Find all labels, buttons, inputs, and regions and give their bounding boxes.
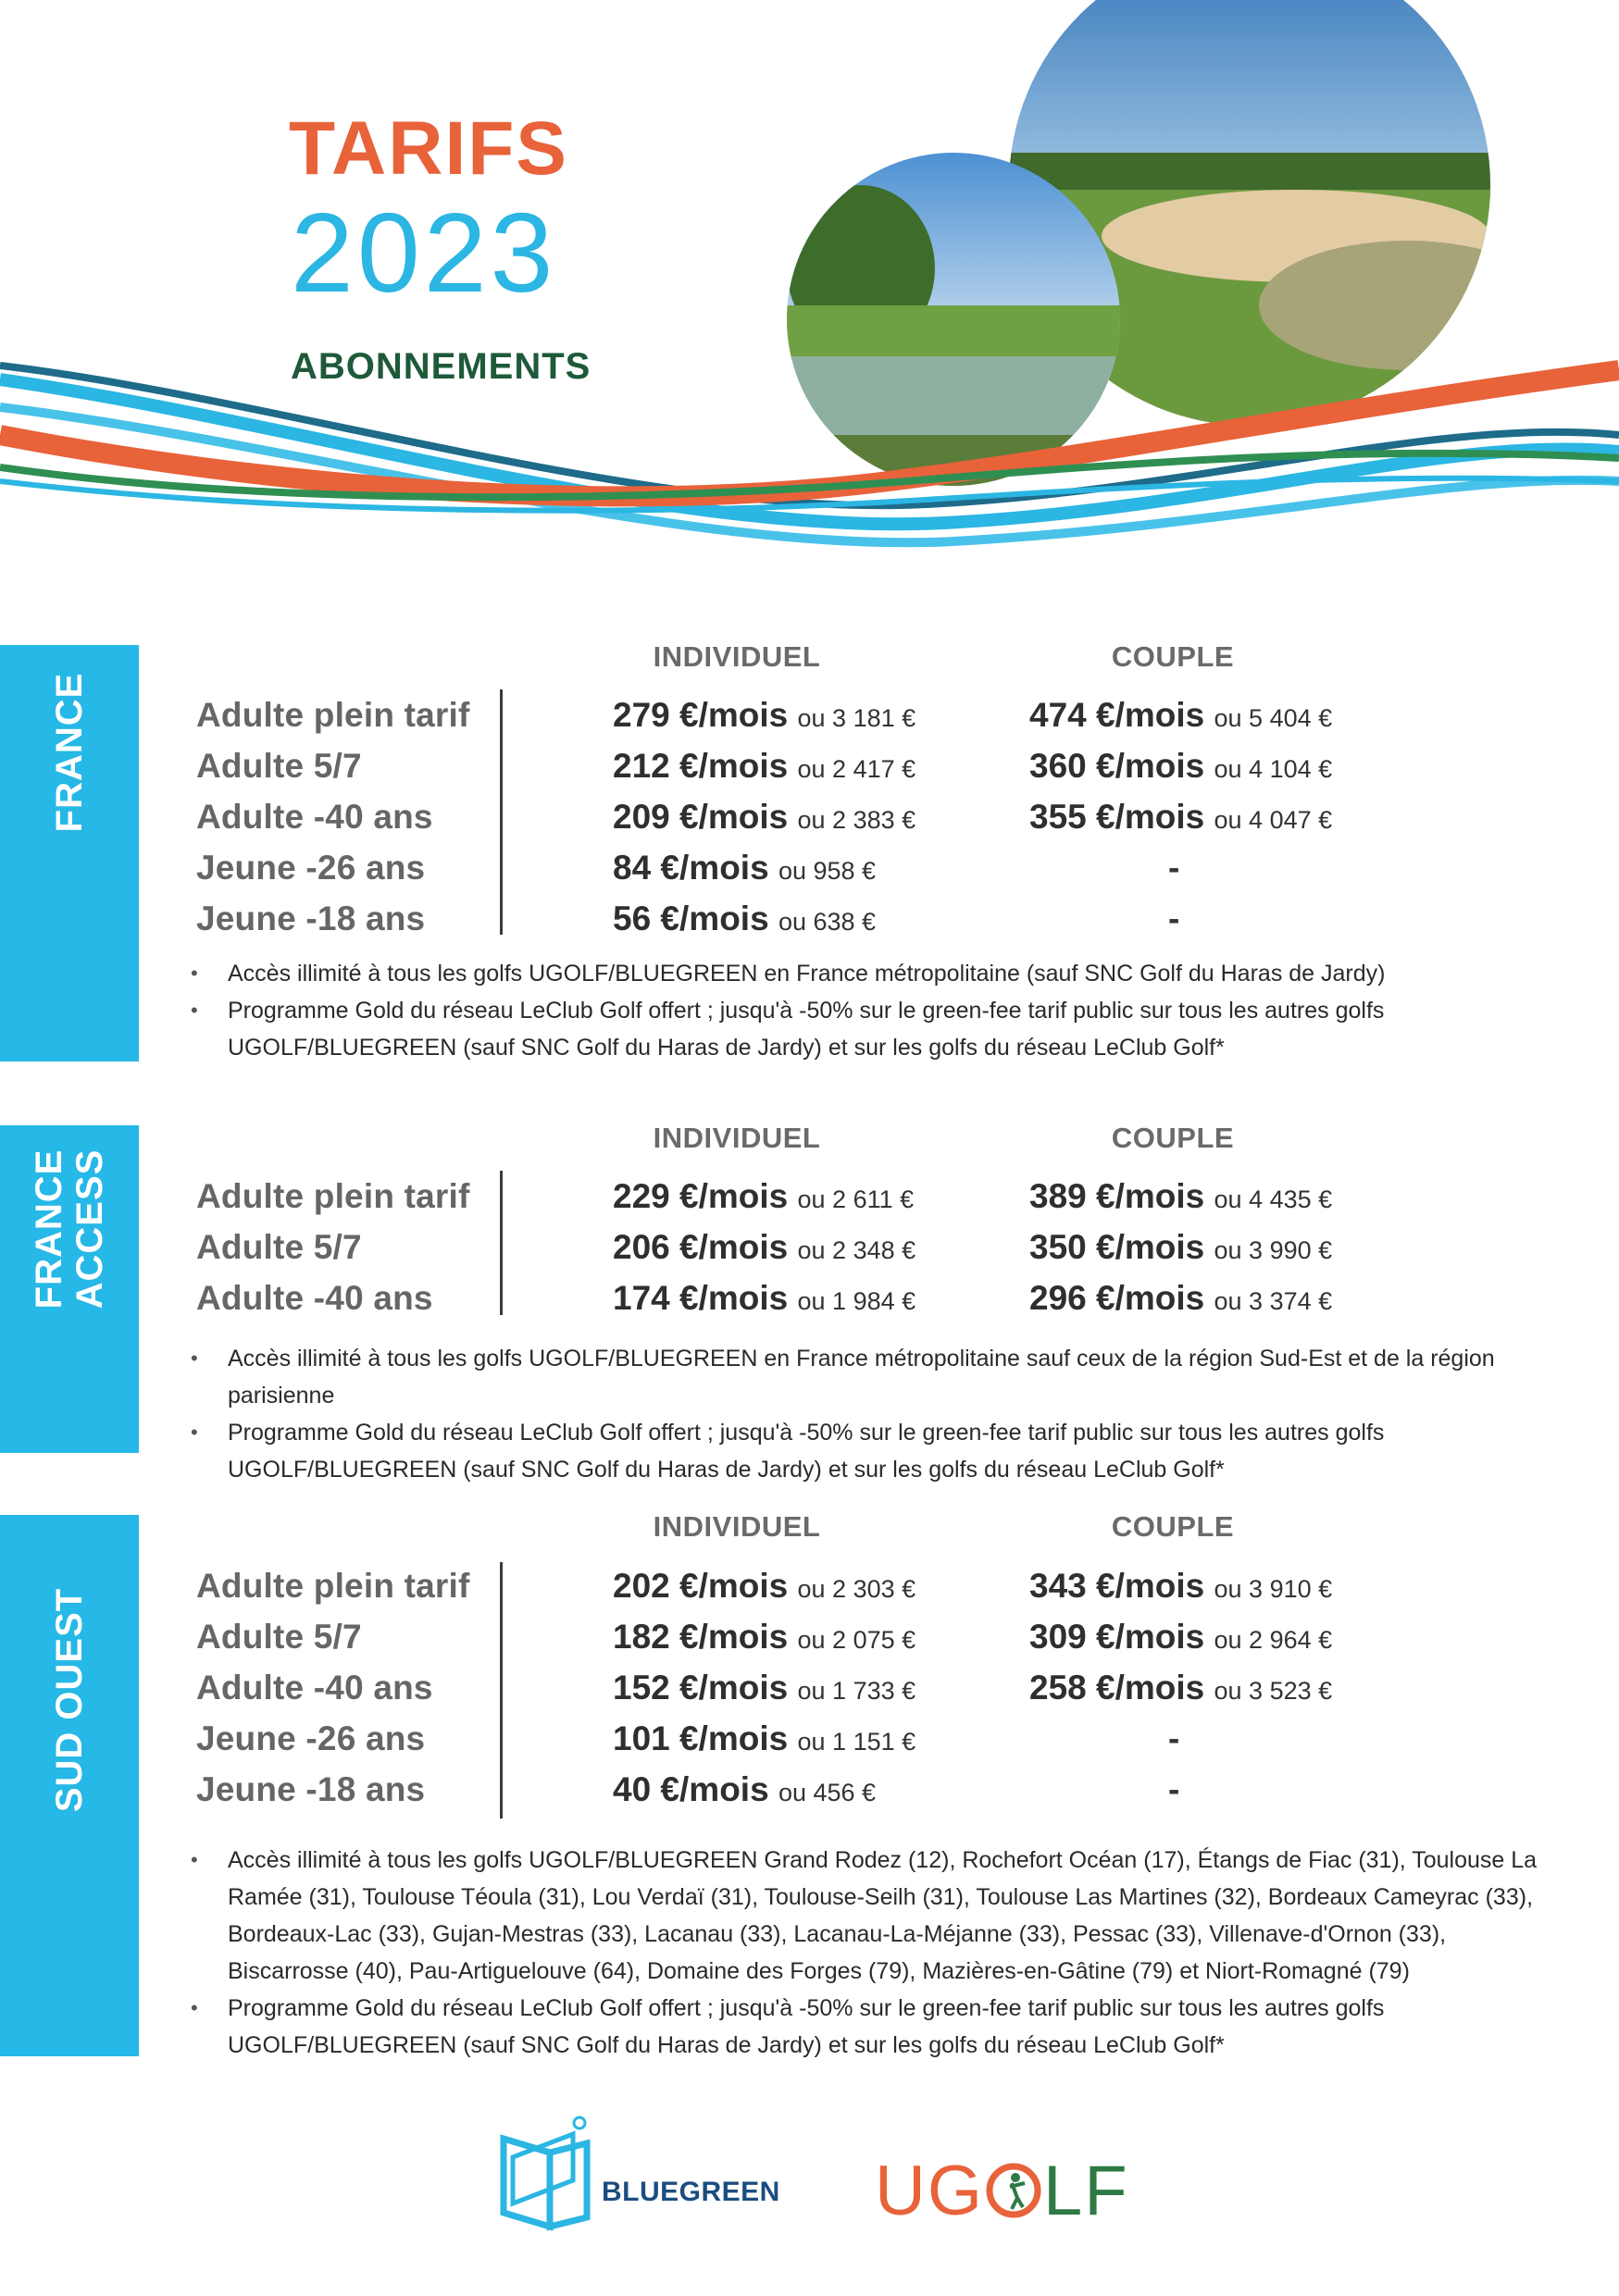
price-couple: 350 €/mois ou 3 990 € xyxy=(1029,1228,1333,1266)
note-item: • Accès illimité à tous les golfs UGOLF/BLUEGREEN Grand Rodez (12), Rochefort Océan (17), Étangs de Fiac (31), Toulouse La Ramée (31), Toulouse Téoula (31), Lou Verdaï (31), Toulouse-Seilh (31), Toulouse Las Martines (32), Bordeaux Cameyrac (33), Bordeaux-Lac (33), Gujan-Mestras (33), Lacanau (33), Lacanau-La-Méjanne (33), Pessac (33), Villenave-d'Ornon (33), Biscarrosse (40), Pau-Artiguelouve (64), Domaine des Forges (79), Mazières-en-Gâtine (79) et Niort-Romagné (79) xyxy=(191,1842,1542,1990)
price-row xyxy=(0,1669,1619,1719)
price-individuel: 279 €/mois ou 3 181 € xyxy=(613,696,916,734)
note-item: • Programme Gold du réseau LeClub Golf offert ; jusqu'à -50% sur le green-fee tarif public sur tous les autres golfs UGOLF/BLUEGREEN (sauf SNC Golf du Haras de Jardy) et sur les golfs du réseau LeClub Golf* xyxy=(191,992,1542,1066)
price-couple-na: - xyxy=(1168,1719,1180,1757)
row-label: Jeune -18 ans xyxy=(196,900,426,937)
row-label: Jeune -26 ans xyxy=(196,849,426,887)
column-header-individuel: INDIVIDUEL xyxy=(653,1510,821,1543)
price-couple-na: - xyxy=(1168,900,1180,937)
price-individuel: 202 €/mois ou 2 303 € xyxy=(613,1567,916,1605)
price-individuel: 229 €/mois ou 2 611 € xyxy=(613,1177,915,1215)
price-couple-na: - xyxy=(1168,849,1180,887)
price-couple: 355 €/mois ou 4 047 € xyxy=(1029,798,1333,836)
price-individuel: 40 €/mois ou 456 € xyxy=(613,1770,877,1808)
price-row xyxy=(0,1719,1619,1770)
price-row xyxy=(0,798,1619,849)
price-row xyxy=(0,696,1619,747)
row-label: Adulte -40 ans xyxy=(196,798,433,836)
column-header-couple: COUPLE xyxy=(1111,640,1235,673)
price-individuel: 182 €/mois ou 2 075 € xyxy=(613,1618,916,1656)
price-row xyxy=(0,1567,1619,1618)
title-tarifs: TARIFS xyxy=(289,106,569,191)
price-couple-na: - xyxy=(1168,1770,1180,1808)
price-row xyxy=(0,747,1619,798)
section-notes xyxy=(191,1842,1542,2064)
price-individuel: 174 €/mois ou 1 984 € xyxy=(613,1279,916,1317)
subtitle-abonnements: ABONNEMENTS xyxy=(291,346,592,387)
price-row xyxy=(0,900,1619,950)
price-row xyxy=(0,1228,1619,1279)
price-couple: 474 €/mois ou 5 404 € xyxy=(1029,696,1333,734)
price-couple: 309 €/mois ou 2 964 € xyxy=(1029,1618,1333,1656)
price-row xyxy=(0,1618,1619,1669)
price-couple: 343 €/mois ou 3 910 € xyxy=(1029,1567,1333,1605)
note-item: • Programme Gold du réseau LeClub Golf offert ; jusqu'à -50% sur le green-fee tarif public sur tous les autres golfs UGOLF/BLUEGREEN (sauf SNC Golf du Haras de Jardy) et sur les golfs du réseau LeClub Golf* xyxy=(191,1414,1542,1488)
price-row xyxy=(0,1177,1619,1228)
row-label: Adulte plein tarif xyxy=(196,696,470,734)
row-label: Jeune -26 ans xyxy=(196,1719,426,1757)
price-row xyxy=(0,1279,1619,1330)
row-label: Adulte 5/7 xyxy=(196,1618,362,1656)
price-couple: 296 €/mois ou 3 374 € xyxy=(1029,1279,1333,1317)
golfer-icon xyxy=(984,2161,1043,2220)
price-individuel: 101 €/mois ou 1 151 € xyxy=(613,1719,916,1757)
bluegreen-logo-text: BLUEGREEN xyxy=(602,2177,780,2207)
column-header-couple: COUPLE xyxy=(1111,1122,1235,1154)
row-label: Adulte -40 ans xyxy=(196,1669,433,1706)
price-individuel: 212 €/mois ou 2 417 € xyxy=(613,747,916,785)
row-label: Adulte 5/7 xyxy=(196,747,362,785)
row-label: Adulte 5/7 xyxy=(196,1228,362,1266)
note-item: • Programme Gold du réseau LeClub Golf offert ; jusqu'à -50% sur le green-fee tarif public sur tous les autres golfs UGOLF/BLUEGREEN (sauf SNC Golf du Haras de Jardy) et sur les golfs du réseau LeClub Golf* xyxy=(191,1990,1542,2064)
section-tab-label: FRANCE ACCESS xyxy=(29,1148,110,1309)
price-row xyxy=(0,849,1619,900)
price-individuel: 209 €/mois ou 2 383 € xyxy=(613,798,916,836)
section-notes xyxy=(191,955,1542,1066)
ugolf-logo: UG LF xyxy=(875,2152,1129,2230)
price-individuel: 84 €/mois ou 958 € xyxy=(613,849,877,887)
section-tab-label: SUD OUEST xyxy=(49,1587,90,1813)
price-individuel: 56 €/mois ou 638 € xyxy=(613,900,877,937)
row-label: Jeune -18 ans xyxy=(196,1770,426,1808)
note-item: • Accès illimité à tous les golfs UGOLF/BLUEGREEN en France métropolitaine sauf ceux de la région Sud-Est et de la région parisienne xyxy=(191,1340,1542,1414)
price-row xyxy=(0,1770,1619,1821)
header-decoration xyxy=(0,0,1619,574)
column-header-individuel: INDIVIDUEL xyxy=(653,1122,821,1154)
price-couple: 360 €/mois ou 4 104 € xyxy=(1029,747,1333,785)
price-individuel: 206 €/mois ou 2 348 € xyxy=(613,1228,916,1266)
price-couple: 258 €/mois ou 3 523 € xyxy=(1029,1669,1333,1706)
column-header-couple: COUPLE xyxy=(1111,1510,1235,1543)
row-label: Adulte plein tarif xyxy=(196,1177,470,1215)
column-header-individuel: INDIVIDUEL xyxy=(653,640,821,673)
note-item: • Accès illimité à tous les golfs UGOLF/BLUEGREEN en France métropolitaine (sauf SNC Golf du Haras de Jardy) xyxy=(191,955,1542,992)
price-individuel: 152 €/mois ou 1 733 € xyxy=(613,1669,916,1706)
section-notes xyxy=(191,1340,1542,1488)
section-tab-label: FRANCE xyxy=(49,672,90,833)
row-label: Adulte -40 ans xyxy=(196,1279,433,1317)
row-label: Adulte plein tarif xyxy=(196,1567,470,1605)
title-year: 2023 xyxy=(291,190,557,316)
price-couple: 389 €/mois ou 4 435 € xyxy=(1029,1177,1333,1215)
